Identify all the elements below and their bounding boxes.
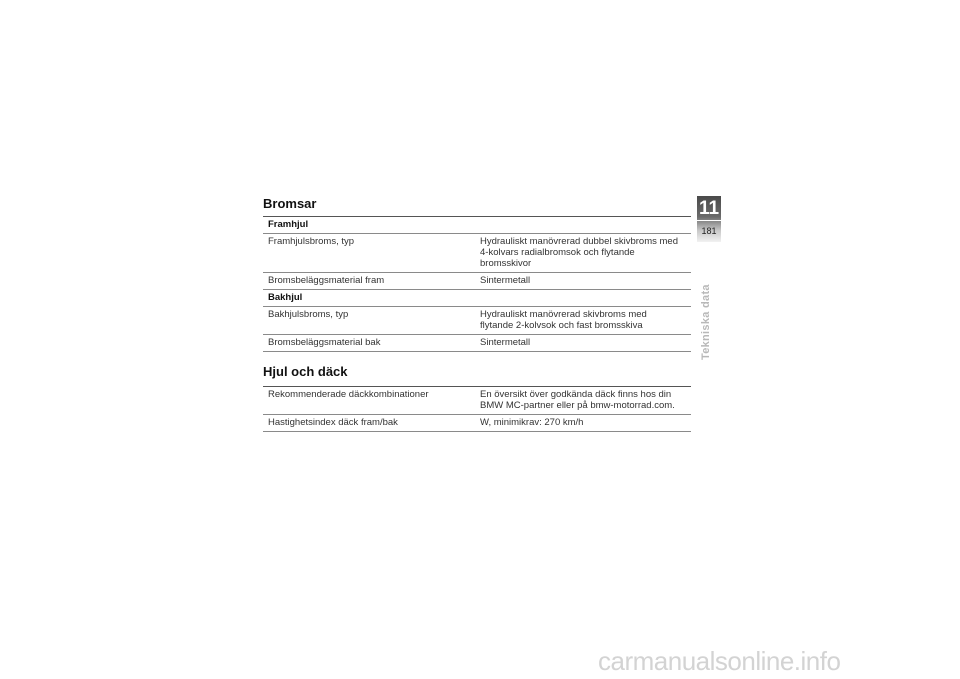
row-value: W, minimikrav: 270 km/h <box>480 417 584 428</box>
row-value: Hydrauliskt manövrerad dubbel skivbroms med 4-kolvars radialbromsok och flytande bromsskivor <box>480 236 678 269</box>
table-row <box>263 387 691 415</box>
page-content <box>263 196 691 432</box>
row-label: Framhjulsbroms, typ <box>268 236 355 247</box>
row-label: Hastighetsindex däck fram/bak <box>268 417 398 428</box>
row-label: Rekommenderade däckkombinationer <box>268 389 429 400</box>
row-value: Hydrauliskt manövrerad skivbroms med flytande 2-kolvsok och fast bromsskiva <box>480 309 647 331</box>
watermark: carmanualsonline.info <box>598 646 841 676</box>
chapter-number: 11 <box>698 198 720 219</box>
group-heading-rear: Bakhjul <box>263 290 691 307</box>
table-row <box>263 335 691 352</box>
wheels-table <box>263 386 691 432</box>
row-value: Sintermetall <box>480 337 531 348</box>
row-value: En översikt över godkända däck finns hos din BMW MC-partner eller på bmw-motorrad.com. <box>480 389 675 411</box>
page-number: 181 <box>701 226 717 236</box>
chapter-tab <box>697 196 721 242</box>
table-row <box>263 307 691 335</box>
row-label: Bromsbeläggsmaterial fram <box>268 275 385 286</box>
row-label: Bakhjulsbroms, typ <box>268 309 349 320</box>
group-heading-front: Framhjul <box>263 217 691 234</box>
chapter-label: Tekniska data <box>700 284 712 360</box>
section-title-brakes: Bromsar <box>263 196 317 211</box>
brakes-table <box>263 216 691 352</box>
row-label: Bromsbeläggsmaterial bak <box>268 337 381 348</box>
table-row <box>263 415 691 432</box>
table-row <box>263 273 691 290</box>
table-row <box>263 234 691 273</box>
section-title-wheels: Hjul och däck <box>263 364 348 379</box>
row-value: Sintermetall <box>480 275 531 286</box>
